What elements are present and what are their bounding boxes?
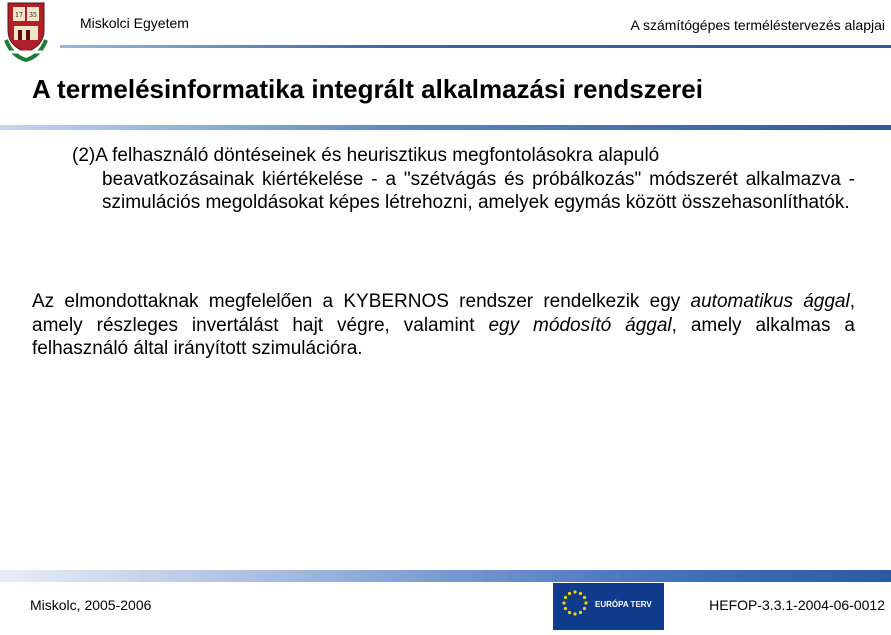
paragraph-continuation: beavatkozásainak kiértékelése - a "szétvágás és próbálkozás" módszerét alkalmazva - szimulációs megoldásokat képes létrehozni, amelyek egymás között összehasonlíthatók. bbox=[102, 168, 855, 213]
paragraph-number: (2) bbox=[72, 145, 96, 166]
header-course-title: A számítógépes terméléstervezés alapjai bbox=[630, 17, 885, 33]
eu-europa-terv-logo bbox=[553, 583, 664, 630]
eu-stars bbox=[562, 590, 587, 615]
paragraph-first-line: A felhasználó döntéseinek és heurisztikus megfontolásokra alapuló bbox=[95, 145, 660, 166]
svg-text:35: 35 bbox=[29, 12, 37, 19]
numbered-paragraph bbox=[72, 144, 855, 215]
header-institution: Miskolci Egyetem bbox=[80, 15, 189, 31]
svg-text:17: 17 bbox=[15, 12, 23, 19]
footer-project-code: HEFOP-3.3.1-2004-06-0012 bbox=[709, 597, 885, 613]
slide-title: A termelésinformatika integrált alkalmazási rendszerei bbox=[32, 74, 703, 104]
university-crest-logo bbox=[4, 0, 48, 64]
title-divider bbox=[0, 125, 891, 130]
summary-text-1: Az elmondottaknak megfelelően a KYBERNOS rendszer rendelkezik egy bbox=[32, 291, 691, 312]
header-divider bbox=[60, 45, 891, 48]
summary-emphasis-2: egy módosító ággal bbox=[488, 314, 672, 336]
footer-location-date: Miskolc, 2005-2006 bbox=[30, 597, 152, 613]
summary-emphasis-1: automatikus ággal bbox=[690, 291, 850, 312]
footer-divider bbox=[0, 570, 891, 582]
summary-paragraph bbox=[32, 290, 855, 361]
eu-logo-label: EURÓPA TERV bbox=[595, 600, 652, 609]
summary-text-2: , amely részleges invertálást hajt végre, valamint bbox=[32, 291, 855, 336]
summary-text-3: , amely alkalmas a felhasználó által irányított szimulációra. bbox=[32, 314, 855, 359]
